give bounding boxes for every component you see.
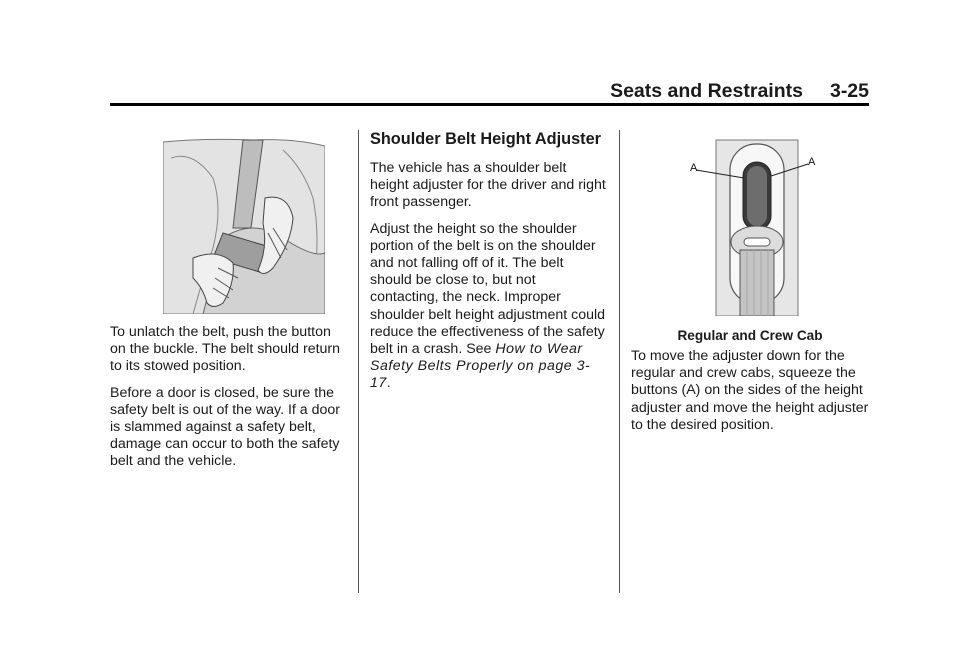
column-divider-left <box>358 130 359 593</box>
column-3 <box>631 348 869 443</box>
move-adjuster-paragraph: To move the adjuster down for the regular and crew cabs, squeeze the buttons (A) on the sides of the height adjuster and move the height adjuster to the desired position. <box>631 348 869 433</box>
adjust-height-paragraph <box>370 221 606 393</box>
column-2 <box>370 130 606 402</box>
cross-reference-link[interactable]: How to Wear Safety Belts Properly on page 3-17 <box>370 341 591 392</box>
figure-caption: Regular and Crew Cab <box>677 328 823 343</box>
header-rule <box>110 103 869 106</box>
callout-a-left: A <box>690 162 698 174</box>
height-adjuster-illustration <box>690 138 830 316</box>
section-title: Seats and Restraints <box>610 80 803 102</box>
unlatch-belt-illustration <box>163 138 325 314</box>
callout-a-right: A <box>808 156 816 168</box>
adjuster-intro-paragraph: The vehicle has a shoulder belt height adjuster for the driver and right front passenger. <box>370 160 606 211</box>
adjust-height-end: . <box>386 375 391 392</box>
unlatch-paragraph: To unlatch the belt, push the button on the buckle. The belt should return to its stowed position. <box>110 324 341 375</box>
page-number: 3-25 <box>829 80 869 102</box>
column-divider-right <box>619 130 620 593</box>
page-header <box>0 80 869 103</box>
adjust-height-text: Adjust the height so the shoulder portion of the belt is on the shoulder and not falling off of it. The belt should be close to, but not contacting, the neck. Improper shoulder belt height adjustment could reduce the effectiveness of the safety belt in a crash. See <box>370 220 606 358</box>
column-1 <box>110 324 346 480</box>
section-heading: Shoulder Belt Height Adjuster <box>370 130 601 148</box>
door-warning-paragraph: Before a door is closed, be sure the safety belt is out of the way. If a door is slammed against a safety belt, damage can occur to both the safety belt and the vehicle. <box>110 384 341 470</box>
